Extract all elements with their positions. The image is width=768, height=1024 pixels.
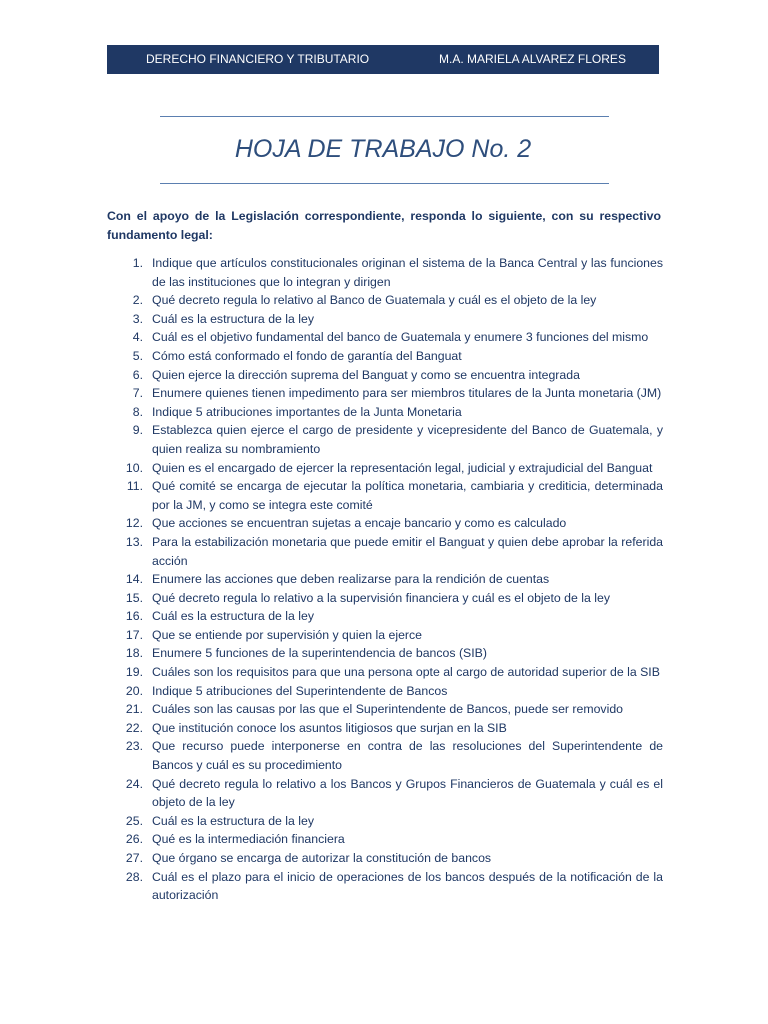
question-item [107, 849, 663, 868]
question-text: Qué decreto regula lo relativo al Banco de Guatemala y cuál es el objeto de la ley [152, 293, 597, 308]
question-number: 6. [132, 367, 143, 382]
question-number: 11. [126, 479, 143, 494]
question-item [107, 291, 663, 310]
question-number: 19. [125, 665, 143, 680]
question-number: 23. [125, 739, 143, 754]
question-text: Enumere las acciones que deben realizarse para la rendición de cuentas [152, 572, 550, 587]
question-item [107, 459, 663, 478]
question-number: 12. [125, 516, 143, 531]
header-bar [107, 45, 659, 74]
question-number: 28. [125, 869, 143, 884]
question-item [107, 775, 663, 812]
question-number: 15. [125, 590, 143, 605]
question-number: 25. [125, 813, 143, 828]
question-number: 8. [132, 404, 143, 419]
question-item [107, 366, 663, 385]
question-item [107, 812, 663, 831]
question-number: 21. [125, 702, 143, 717]
question-text: Quien es el encargado de ejercer la representación legal, judicial y extrajudicial del Banguat [152, 460, 653, 475]
question-item [107, 644, 663, 663]
question-text: Qué comité se encarga de ejecutar la política monetaria, cambiaria y crediticia, determinada por la JM, y como se integra este comité [152, 479, 663, 512]
question-item [107, 403, 663, 422]
question-text: Indique que artículos constitucionales originan el sistema de la Banca Central y las funciones de las instituciones que lo integran y dirigen [152, 256, 663, 289]
question-number: 7. [132, 386, 143, 401]
question-list [107, 254, 663, 905]
question-number: 5. [132, 348, 143, 363]
question-number: 4. [132, 330, 143, 345]
question-text: Indique 5 atribuciones importantes de la Junta Monetaria [152, 404, 462, 419]
question-text: Enumere quienes tienen impedimento para ser miembros titulares de la Junta monetaria (JM) [152, 386, 662, 401]
question-item [107, 737, 663, 774]
question-item [107, 421, 663, 458]
instructions: Con el apoyo de la Legislación correspondiente, responda lo siguiente, con su respectivo fundamento legal: [107, 209, 661, 242]
question-text: Para la estabilización monetaria que puede emitir el Banguat y quien debe aprobar la referida acción [152, 534, 663, 568]
question-item [107, 514, 663, 533]
question-item [107, 347, 663, 366]
question-item [107, 589, 663, 608]
question-number: 10. [125, 460, 143, 475]
question-number: 22. [125, 720, 143, 735]
course-name: DERECHO FINANCIERO Y TRIBUTARIO [146, 52, 370, 66]
question-item [107, 868, 663, 905]
question-text: Qué decreto regula lo relativo a los Bancos y Grupos Financieros de Guatemala y cuál es el objeto de la ley [152, 776, 663, 810]
question-item [107, 254, 663, 291]
question-item [107, 719, 663, 738]
question-text: Que institución conoce los asuntos litigiosos que surjan en la SIB [152, 720, 507, 735]
page-title: HOJA DE TRABAJO No. 2 [234, 135, 532, 163]
question-item [107, 626, 663, 645]
title-divider-top [160, 116, 609, 117]
question-number: 24. [125, 776, 143, 791]
question-number: 20. [125, 683, 143, 698]
question-number: 18. [125, 646, 143, 661]
question-item [107, 607, 663, 626]
question-number: 17. [125, 627, 143, 642]
question-text: Qué es la intermediación financiera [152, 832, 345, 847]
question-text: Que órgano se encarga de autorizar la constitución de bancos [152, 851, 492, 865]
question-number: 2. [132, 293, 143, 308]
question-item [107, 570, 663, 589]
question-item [107, 533, 663, 570]
question-number: 9. [132, 423, 143, 438]
question-number: 13. [125, 534, 143, 549]
title-divider-bottom [160, 183, 609, 184]
question-text: Cuál es la estructura de la ley [152, 813, 314, 828]
question-text: Cómo está conformado el fondo de garantía del Banguat [152, 348, 462, 363]
question-text: Cuál es la estructura de la ley [152, 311, 314, 326]
question-number: 26. [125, 832, 143, 847]
question-text: Indique 5 atribuciones del Superintendente de Bancos [152, 683, 448, 698]
question-item [107, 328, 663, 347]
question-text: Cuáles son los requisitos para que una persona opte al cargo de autoridad superior de la SIB [152, 665, 660, 680]
question-text: Cuál es el objetivo fundamental del banco de Guatemala y enumere 3 funciones del mismo [152, 330, 649, 345]
question-item [107, 830, 663, 849]
question-text: Cuál es el plazo para el inicio de operaciones de los bancos después de la notificación de la autorización [152, 869, 663, 903]
question-text: Que se entiende por supervisión y quien la ejerce [152, 627, 423, 642]
question-item [107, 682, 663, 701]
question-item [107, 477, 663, 514]
question-text: Establezca quien ejerce el cargo de presidente y vicepresidente del Banco de Guatemala, y quien realiza su nombramiento [152, 423, 663, 456]
question-text: Que acciones se encuentran sujetas a encaje bancario y como es calculado [152, 516, 567, 531]
question-item [107, 700, 663, 719]
question-item [107, 663, 663, 682]
question-number: 14. [125, 572, 143, 587]
question-text: Enumere 5 funciones de la superintendencia de bancos (SIB) [152, 646, 487, 661]
question-text: Cuál es la estructura de la ley [152, 609, 314, 624]
question-text: Quien ejerce la dirección suprema del Banguat y como se encuentra integrada [152, 367, 580, 382]
question-number: 1. [132, 256, 143, 270]
question-number: 16. [125, 609, 143, 624]
question-item [107, 384, 663, 403]
question-text: Que recurso puede interponerse en contra de las resoluciones del Superintendente de Bancos y cuál es su procedimiento [152, 739, 663, 773]
question-text: Qué decreto regula lo relativo a la supervisión financiera y cuál es el objeto de la ley [152, 590, 610, 605]
question-number: 27. [125, 851, 143, 865]
question-text: Cuáles son las causas por las que el Superintendente de Bancos, puede ser removido [152, 702, 623, 717]
question-number: 3. [132, 311, 143, 326]
question-item [107, 310, 663, 329]
instructor-name: M.A. MARIELA ALVAREZ FLORES [439, 52, 626, 66]
